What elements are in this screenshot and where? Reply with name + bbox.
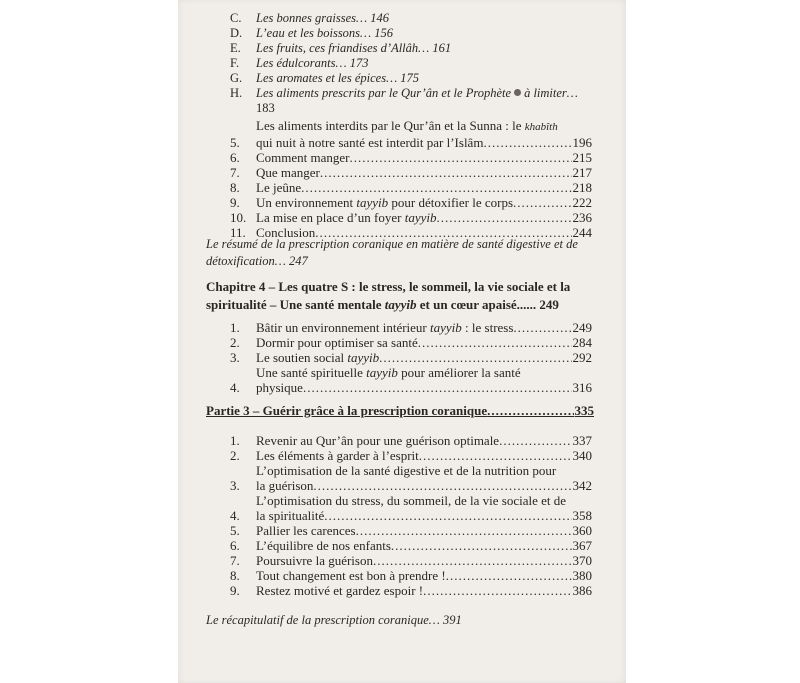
list-item: 1. Bâtir un environnement intérieur tayyib : le stress ..... 249: [230, 320, 592, 335]
list-item: 10. La mise en place d’un foyer tayyib ..... 236: [230, 210, 592, 225]
list-item: F. Les édulcorants… 173: [230, 56, 369, 70]
list-item: 4. L’optimisation du stress, du sommeil, de la vie sociale et de la spiritualité ..... 358: [230, 493, 592, 523]
list-item: 6. Comment manger ..... 215: [230, 150, 592, 165]
chapter-heading: Chapitre 4 – Les quatre S : le stress, le sommeil, la vie sociale et la spiritualité – Une santé mentale tayyib et un cœur apaisé...... 249: [206, 279, 571, 312]
list-item: 5. Pallier les carences ..... 360: [230, 523, 592, 538]
numbered-list: [230, 118, 592, 240]
numbered-list: [230, 433, 592, 598]
list-item: 6. L’équilibre de nos enfants ..... 367: [230, 538, 592, 553]
list-item: 4. Une santé spirituelle tayyib pour améliorer la santé physique ..... 316: [230, 365, 592, 395]
list-item: 3. L’optimisation de la santé digestive et de la nutrition pour la guérison ..... 342: [230, 463, 592, 493]
list-item: C. Les bonnes graisses… 146: [230, 11, 389, 25]
recap-note: Le récapitulatif de la prescription coranique… 391: [206, 613, 462, 627]
list-item: 1. Revenir au Qur’ân pour une guérison optimale ..... 337: [230, 433, 592, 448]
list-item: 3. Le soutien social tayyib ..... 292: [230, 350, 592, 365]
numbered-list: [230, 320, 592, 395]
list-item: 9. Un environnement tayyib pour détoxifier le corps ..... 222: [230, 195, 592, 210]
list-item: E. Les fruits, ces friandises d’Allâh… 161: [230, 41, 452, 55]
part-heading: Partie 3 – Guérir grâce à la prescription coranique ..... 335: [206, 403, 594, 419]
book-page: [178, 0, 626, 683]
list-item: 8. Le jeûne ..... 218: [230, 180, 592, 195]
list-item: G. Les aromates et les épices… 175: [230, 71, 420, 85]
list-item: 11. Conclusion ..... 244: [230, 225, 592, 240]
lettered-list: [230, 11, 590, 116]
list-item: 5. Les aliments interdits par le Qur’ân et la Sunna : le khabîth qui nuit à notre santé est interdit par l’Islâm ..... 196: [230, 118, 592, 150]
list-item: 7. Poursuivre la guérison ..... 370: [230, 553, 592, 568]
list-item: 2. Dormir pour optimiser sa santé ..... 284: [230, 335, 592, 350]
list-item: 183: [256, 101, 275, 115]
list-item: D. L’eau et les boissons… 156: [230, 26, 394, 40]
list-item: 8. Tout changement est bon à prendre ! ..... 380: [230, 568, 592, 583]
list-item: 2. Les éléments à garder à l’esprit ..... 340: [230, 448, 592, 463]
list-item: 7. Que manger ..... 217: [230, 165, 592, 180]
list-item: 9. Restez motivé et gardez espoir ! ..... 386: [230, 583, 592, 598]
list-item: H. Les aliments prescrits par le Qur’ân et le Prophète à limiter…: [230, 86, 578, 100]
summary-note: Le résumé de la prescription coranique en matière de santé digestive et de détoxification… 247: [206, 237, 578, 268]
salutation-symbol-icon: [514, 89, 521, 96]
